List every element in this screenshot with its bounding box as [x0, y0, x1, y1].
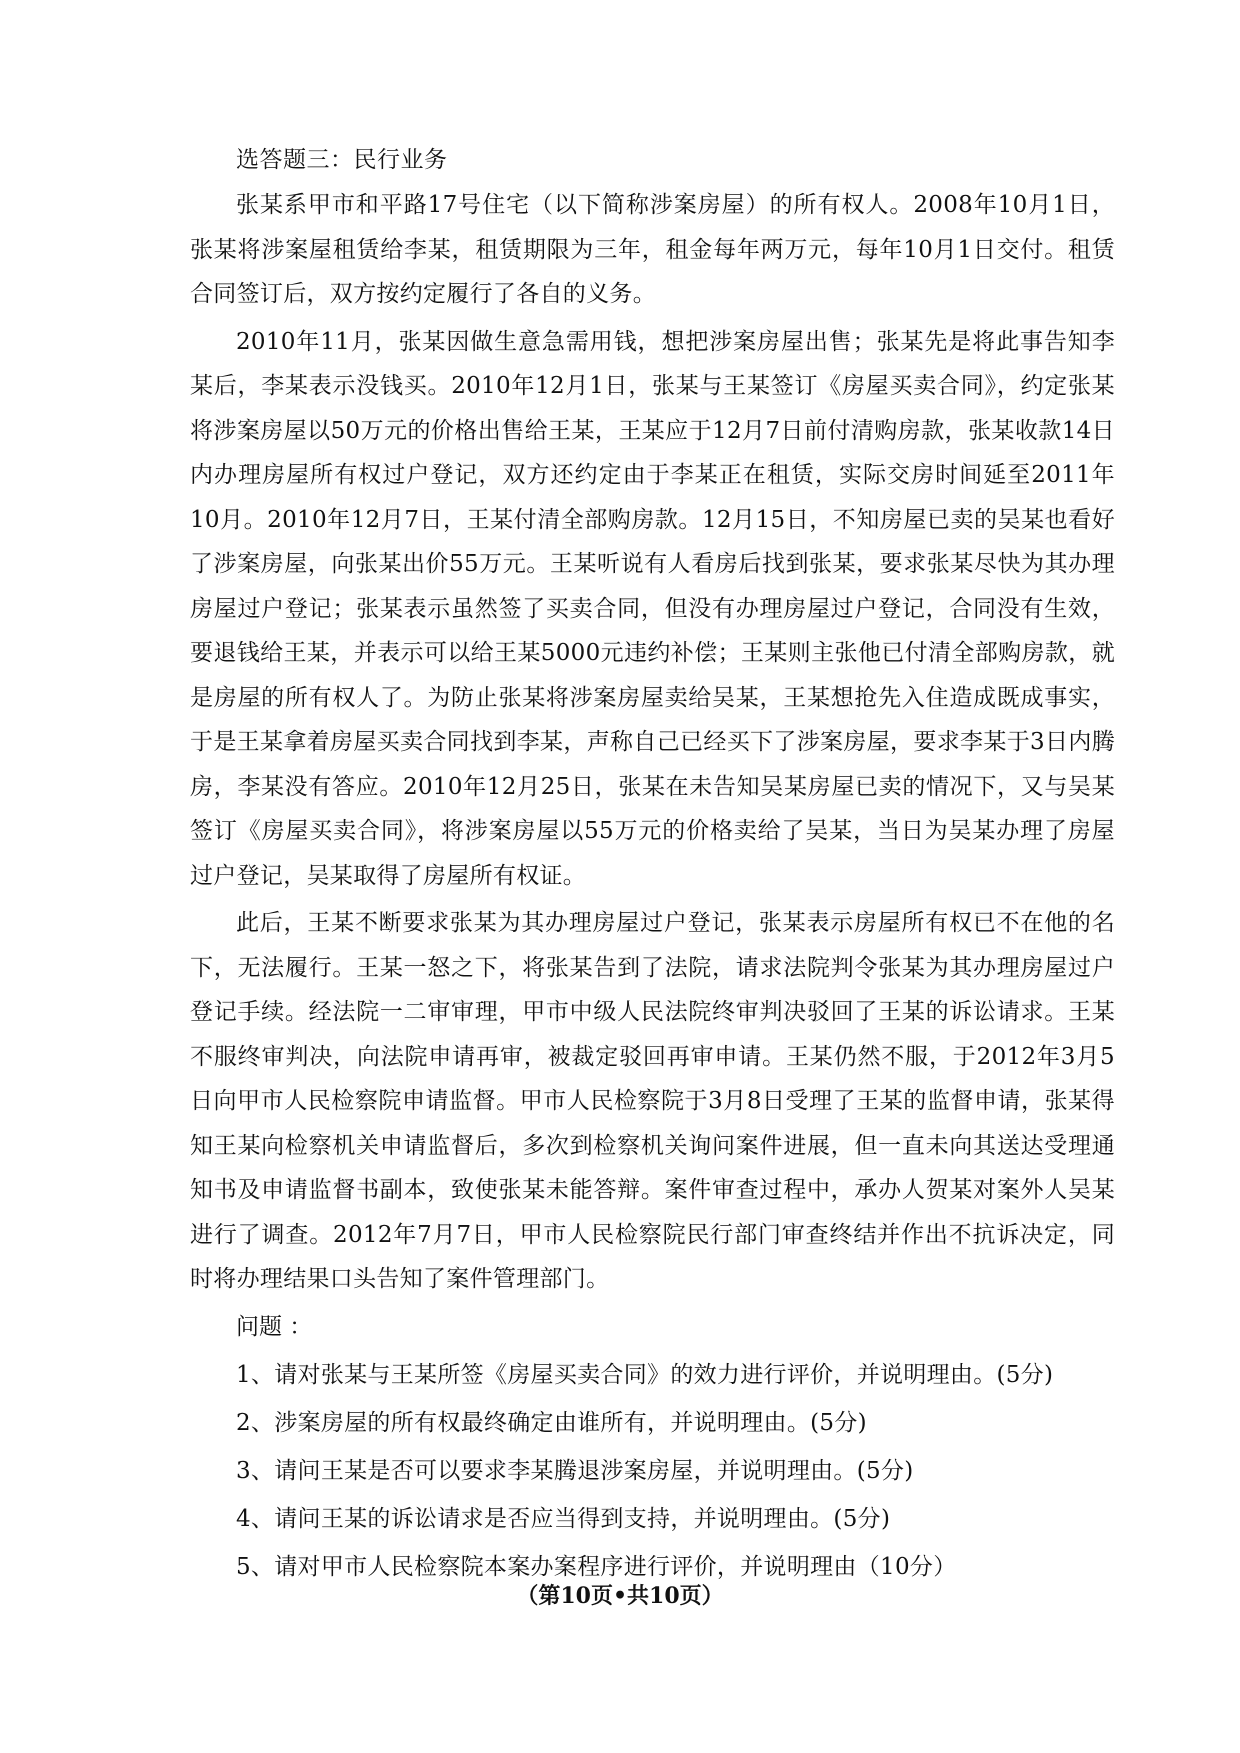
page-content — [190, 138, 1115, 1593]
case-paragraph-2: 2010年11月，张某因做生意急需用钱，想把涉案房屋出售；张某先是将此事告知李某后，李某表示没钱买。2010年12月1日，张某与王某签订《房屋买卖合同》，约定张某将涉案房屋以50万元的价格出售给王某，王某应于12月7日前付清购房款，张某收款14日内办理房屋所有权过户登记，双方还约定由于李某正在租赁，实际交房时间延至2011年10月。2010年12月7日，王某付清全部购房款。12月15日，不知房屋已卖的吴某也看好了涉案房屋，向张某出价55万元。王某听说有人看房后找到张某，要求张某尽快为其办理房屋过户登记；张某表示虽然签了买卖合同，但没有办理房屋过户登记，合同没有生效，要退钱给王某，并表示可以给王某5000元违约补偿；王某则主张他已付清全部购房款，就是房屋的所有权人了。为防止张某将涉案房屋卖给吴某，王某想抢先入住造成既成事实，于是王某拿着房屋买卖合同找到李某，声称自己已经买下了涉案房屋，要求李某于3日内腾房，李某没有答应。2010年12月25日，张某在未告知吴某房屋已卖的情况下，又与吴某签订《房屋买卖合同》，将涉案房屋以55万元的价格卖给了吴某，当日为吴某办理了房屋过户登记，吴某取得了房屋所有权证。 — [190, 328, 1115, 889]
question-3: 3、请问王某是否可以要求李某腾退涉案房屋，并说明理由。(5分) — [236, 1457, 914, 1484]
question-4: 4、请问王某的诉讼请求是否应当得到支持，并说明理由。(5分) — [236, 1505, 891, 1532]
case-paragraph-1: 张某系甲市和平路17号住宅（以下简称涉案房屋）的所有权人。2008年10月1日，张某将涉案屋租赁给李某，租赁期限为三年，租金每年两万元，每年10月1日交付。租赁合同签订后，双方按约定履行了各自的义务。 — [190, 192, 1115, 307]
page-number-footer: （第10页•共10页） — [516, 1583, 724, 1609]
questions-label: 问题 ： — [236, 1313, 313, 1340]
case-paragraph-3: 此后，王某不断要求张某为其办理房屋过户登记，张某表示房屋所有权已不在他的名下，无法履行。王某一怒之下，将张某告到了法院，请求法院判令张某为其办理房屋过户登记手续。经法院一二审审理，甲市中级人民法院终审判决驳回了王某的诉讼请求。王某不服终审判决，向法院申请再审，被裁定驳回再审申请。王某仍然不服，于2012年3月5日向甲市人民检察院申请监督。甲市人民检察院于3月8日受理了王某的监督申请，张某得知王某向检察机关申请监督后，多次到检察机关询问案件进展，但一直未向其送达受理通知书及申请监督书副本，致使张某未能答辩。案件审查过程中，承办人贺某对案外人吴某进行了调查。2012年7月7日，甲市人民检察院民行部门审查终结并作出不抗诉决定，同时将办理结果口头告知了案件管理部门。 — [190, 910, 1115, 1292]
section-title: 选答题三：民行业务 — [236, 147, 448, 173]
question-2: 2、涉案房屋的所有权最终确定由谁所有，并说明理由。(5分) — [236, 1409, 867, 1436]
question-5: 5、请对甲市人民检察院本案办案程序进行评价，并说明理由（10分） — [236, 1553, 957, 1580]
question-1: 1、请对张某与王某所签《房屋买卖合同》的效力进行评价，并说明理由。(5分) — [236, 1361, 1054, 1388]
